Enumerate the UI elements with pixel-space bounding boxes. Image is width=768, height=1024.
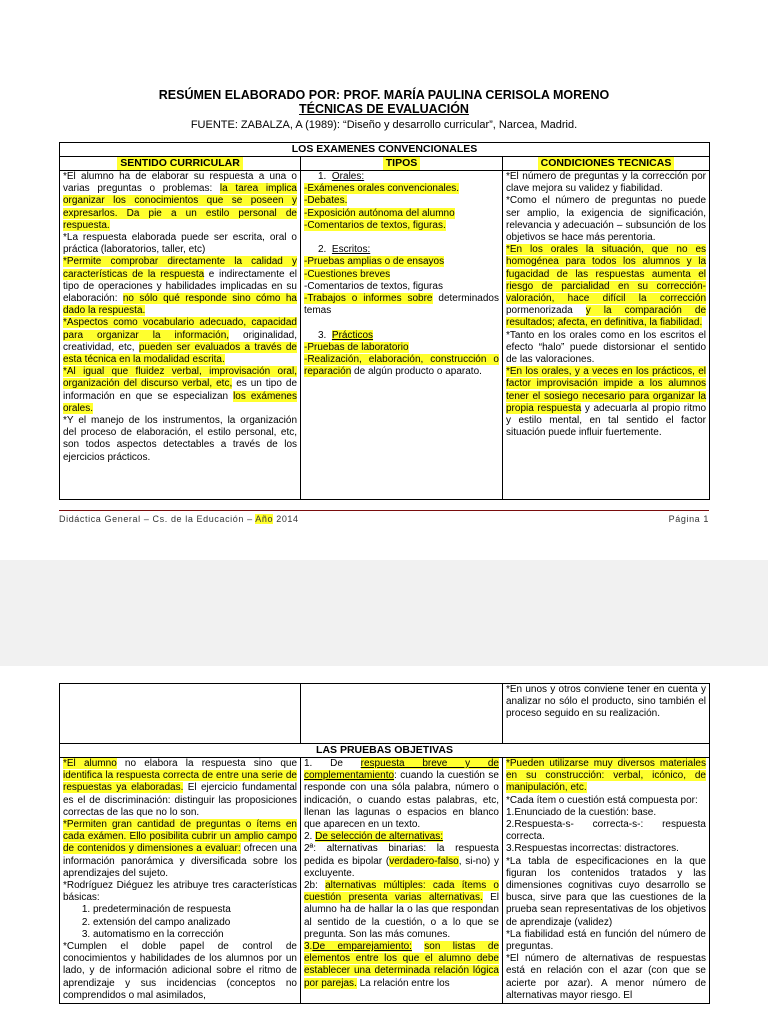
- pruebas-table: [59, 683, 710, 1004]
- footer-course: Didáctica General – Cs. de la Educación – Año 2014: [59, 514, 299, 524]
- author-heading: RESÚMEN ELABORADO POR: PROF. MARÍA PAULINA CERISOLA MORENO: [158, 88, 610, 102]
- examenes-table: [59, 142, 710, 500]
- column-header-sentido: SENTIDO CURRICULAR: [117, 157, 243, 170]
- document-title: TÉCNICAS DE EVALUACIÓN: [299, 102, 469, 116]
- column-header-tipos: TIPOS: [383, 157, 421, 170]
- section-title: LAS PRUEBAS OBJETIVAS: [60, 744, 710, 758]
- page-number: Página 1: [668, 514, 709, 524]
- source-citation: FUENTE: ZABALZA, A (1989): “Diseño y desarrollo curricular”, Narcea, Madrid.: [190, 119, 578, 131]
- tipos-cell: 1. Orales: -Exámenes orales convencionales. -Debates. -Exposición autónoma del alumno -Comentarios de textos, figuras. 2. Escritos: -Pruebas amplias o de ensayos -Cuestiones breves -Comentarios de textos, figuras -Trabajos o informes sobre determinados temas 3. Prácticos -Pruebas de laboratorio -Realización, elaboración, construcción o reparación de algún producto o aparato.: [301, 171, 503, 500]
- condiciones-tecnicas-cell: *El número de preguntas y la corrección por clave mejora su validez y fiabilidad. *Como el número de preguntas no puede ser amplio, la exigencia de significación, relevancia y adecuación – subsunción de los objetivos se hace más perentoria. *En los orales la situación, que no es homogénea para todos los alumnos y la fugacidad de las respuestas aumenta el riesgo de parcialidad en su corrección-valoración, hace difícil la corrección pormenorizada y la comparación de resultados; afecta, en definitiva, la fiabilidad. *Tanto en los orales como en los escritos el efecto “halo” puede distorsionar el sentido de las valoraciones. *En los orales, y a veces en los prácticos, el factor improvisación impide a los alumnos tener el sosiego necesario para organizar la propia respuesta y adecuarla al propio ritmo y estilo mental, en tal sentido el factor situación puede influir fuertemente.: [503, 171, 710, 500]
- pruebas-sentido-cell: *El alumno no elabora la respuesta sino que identifica la respuesta correcta de entre una serie de respuestas ya elaboradas. El ejercicio fundamental es el de discriminación: distinguir las proposiciones correctas de las que no lo son. *Permiten gran cantidad de preguntas o ítems en cada exámen. Ello posibilita cubrir un amplio campo de contenidos y dimensiones a evaluar: ofrecen una información panorámica y diversificada sobre los aprendizajes del sujeto. *Rodríguez Diéguez les atribuye tres características básicas: 1. predeterminación de respuesta 2. extensión del campo analizado 3. automatismo en la corrección *Cumplen el doble papel de control de conocimientos y habilidades de los alumnos por un lado, y de información adicional sobre el ritmo de aprendizaje y sus incidencias (conceptos no comprendidos o mal asimilados,: [60, 758, 301, 1004]
- pruebas-condiciones-cell: *Pueden utilizarse muy diversos materiales en su construcción: verbal, icónico, de manipulación, etc. *Cada ítem o cuestión está compuesta por: 1.Enunciado de la cuestión: base. 2.Respuesta-s- correcta-s-: respuesta correcta. 3.Respuestas incorrectas: distractores. *La tabla de especificaciones en la que figuran los contenidos tratados y las dimensiones cognitivas cuyo desarrollo se busca, sirve para que las cuestiones de la prueba sean representativas de los objetivos de aprendizaje (validez) *La fiabilidad está en función del número de preguntas. *El número de alternativas de respuestas está en relación con el azar (con que se acierte por azar). A menor número de alternativas mayor riesgo. El: [503, 758, 710, 1004]
- document-page-2: [0, 666, 768, 1024]
- pruebas-tipos-cell: 1. De respuesta breve y de complementamiento: cuando la cuestión se responde con una sóla palabra, número o indicación, o cuando estas palabras, etc, llenan las lagunas o espacios en blanco que aparecen en un texto. 2. De selección de alternativas: 2ª: alternativas binarias: la respuesta pedida es bipolar (verdadero-falso, si-no) y excluyente. 2b: alternativas múltiples: cada ítems o cuestión presenta varias alternativas. El alumno ha de hallar la o las que respondan al sentido de la cuestión, o a lo que se pregunta. Son las más comunes. 3.De emparejamiento: son listas de elementos entre los que el alumno debe establecer una determinada relación lógica por parejas. La relación entre los: [301, 758, 503, 1004]
- page-footer: [59, 510, 709, 524]
- continuation-cell: *En unos y otros conviene tener en cuenta y analizar no sólo el producto, sino también el proceso seguido en su realización.: [503, 684, 710, 744]
- column-header-condiciones: CONDICIONES TECNICAS: [538, 157, 675, 170]
- section-title: LOS EXAMENES CONVENCIONALES: [60, 143, 710, 157]
- sentido-curricular-cell: *El alumno ha de elaborar su respuesta a una o varias preguntas o problemas: la tarea implica organizar los conocimientos que se poseen y expresarlos. Da pie a un estilo personal de respuesta. *La respuesta elaborada puede ser escrita, oral o práctica (laboratorios, taller, etc) *Permite comprobar directamente la calidad y características de la respuesta e indirectamente el tipo de operaciones y habilidades implicadas en su elaboración: no sólo qué responde sino cómo ha dado la respuesta. *Aspectos como vocabulario adecuado, capacidad para organizar la información, originalidad, creatividad, etc, pueden ser evaluados a través de esta técnica en la modalidad escrita. *Al igual que fluidez verbal, improvisación oral, organización del discurso verbal, etc, es un tipo de información en que se especializan los exámenes orales. *Y el manejo de los instrumentos, la organización del proceso de elaboración, el estilo personal, etc, son todos aspectos detectables a través de los ejercicios prácticos.: [60, 171, 301, 500]
